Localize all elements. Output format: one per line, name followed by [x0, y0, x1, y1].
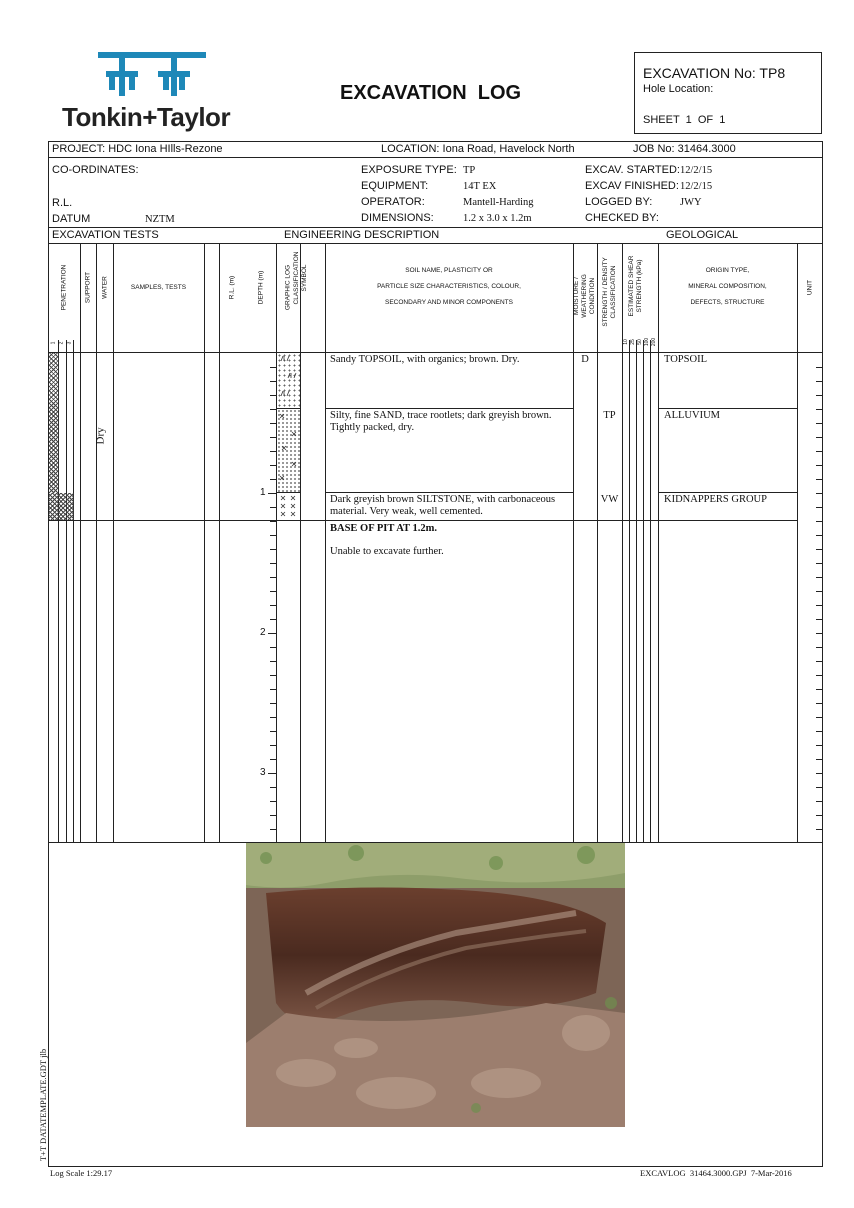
excav-finished-label: EXCAV FINISHED:: [585, 180, 679, 192]
unit-tick: [816, 801, 822, 802]
topsoil-grass-icon: [278, 354, 300, 406]
section-excavation-tests: EXCAVATION TESTS: [52, 229, 159, 241]
col-rl: R.L. (m): [228, 275, 236, 300]
depth-minor-tick: [270, 479, 276, 480]
unit-tick: [816, 647, 822, 648]
operator-value: Mantell-Harding: [463, 197, 534, 208]
depth-label-3: 3: [260, 767, 266, 778]
unit-tick: [816, 633, 822, 634]
unit-tick: [816, 605, 822, 606]
depth-major-tick: [268, 633, 276, 634]
dimensions-label: DIMENSIONS:: [361, 212, 434, 224]
depth-major-tick: [268, 493, 276, 494]
logged-by-value: JWY: [680, 197, 702, 208]
layer-3-geology: KIDNAPPERS GROUP: [664, 494, 767, 505]
water-value: Dry: [94, 427, 107, 445]
unit-tick: [816, 423, 822, 424]
col-origin-line3: DEFECTS, STRUCTURE: [690, 299, 765, 306]
unit-tick: [816, 465, 822, 466]
rl-label: R.L.: [52, 197, 73, 209]
siltstone-pattern-icon: [278, 493, 300, 520]
col-graphic-log: GRAPHIC LOG: [284, 264, 292, 311]
col-shear: ESTIMATED SHEAR STRENGTH (kPa): [628, 255, 643, 317]
depth-minor-tick: [270, 409, 276, 410]
depth-minor-tick: [270, 787, 276, 788]
depth-minor-tick: [270, 689, 276, 690]
depth-minor-tick: [270, 815, 276, 816]
unit-tick: [816, 731, 822, 732]
job-number: JOB No: 31464.3000: [633, 143, 736, 155]
depth-minor-tick: [270, 717, 276, 718]
depth-minor-tick: [270, 563, 276, 564]
unit-tick: [816, 829, 822, 830]
log-scale: Log Scale 1:29.17: [50, 1168, 113, 1178]
unit-tick: [816, 787, 822, 788]
depth-minor-tick: [270, 619, 276, 620]
test-pit-photo: [246, 843, 625, 1127]
layer-2-geology: ALLUVIUM: [664, 410, 720, 421]
base-note: Unable to excavate further.: [330, 546, 444, 557]
col-soil-line3: SECONDARY AND MINOR COMPONENTS: [385, 299, 513, 306]
col-strength: STRENGTH / DENSITY CLASSIFICATION: [602, 257, 617, 327]
layer-1-geology: TOPSOIL: [664, 354, 707, 365]
depth-minor-tick: [270, 675, 276, 676]
excav-started-value: 12/2/15: [680, 165, 713, 176]
col-origin-line2: MINERAL COMPOSITION,: [688, 283, 767, 290]
unit-tick: [816, 549, 822, 550]
depth-minor-tick: [270, 647, 276, 648]
unit-tick: [816, 521, 822, 522]
logo-wordmark: Tonkin+Taylor: [62, 102, 231, 132]
layer-3-strength: VW: [600, 494, 619, 505]
depth-minor-tick: [270, 661, 276, 662]
unit-tick: [816, 479, 822, 480]
unit-tick: [816, 563, 822, 564]
col-soil-line1: SOIL NAME, PLASTICITY OR: [405, 267, 493, 274]
depth-minor-tick: [270, 395, 276, 396]
unit-tick: [816, 577, 822, 578]
shear-scale: 10 25 50 100 200: [622, 337, 658, 347]
excavation-number: EXCAVATION No: TP8: [643, 65, 786, 81]
unit-tick: [816, 815, 822, 816]
unit-tick: [816, 717, 822, 718]
depth-minor-tick: [270, 381, 276, 382]
depth-minor-tick: [270, 605, 276, 606]
unit-tick: [816, 381, 822, 382]
col-depth: DEPTH (m): [257, 270, 265, 305]
penetration-bar-2: [49, 493, 74, 520]
penetration-scale: 1 2 3: [50, 341, 73, 345]
depth-minor-tick: [270, 801, 276, 802]
layer-1-description: Sandy TOPSOIL, with organics; brown. Dry.: [330, 354, 520, 365]
depth-minor-tick: [270, 535, 276, 536]
unit-tick: [816, 619, 822, 620]
operator-label: OPERATOR:: [361, 196, 425, 208]
equipment-value: 14T EX: [463, 181, 497, 192]
unit-tick: [816, 535, 822, 536]
unit-tick: [816, 675, 822, 676]
unit-tick: [816, 773, 822, 774]
side-template-label: T+T DATATEMPLATE.GDT jlb: [38, 1048, 48, 1162]
unit-tick: [816, 703, 822, 704]
col-origin-line1: ORIGIN TYPE,: [705, 267, 750, 274]
project-location: LOCATION: Iona Road, Havelock North: [381, 143, 575, 155]
depth-minor-tick: [270, 703, 276, 704]
exposure-type-value: TP: [463, 165, 476, 176]
col-samples-tests: SAMPLES, TESTS: [130, 284, 187, 291]
excav-started-label: EXCAV. STARTED:: [585, 164, 680, 176]
sheet-number: SHEET 1 OF 1: [643, 114, 726, 126]
section-engineering-description: ENGINEERING DESCRIPTION: [284, 229, 440, 241]
depth-minor-tick: [270, 829, 276, 830]
datum-label: DATUM: [52, 213, 91, 225]
unit-tick: [816, 451, 822, 452]
exposure-type-label: EXPOSURE TYPE:: [361, 164, 457, 176]
depth-minor-tick: [270, 451, 276, 452]
dimensions-value: 1.2 x 3.0 x 1.2m: [463, 213, 532, 224]
unit-tick: [816, 493, 822, 494]
col-classification-symbol: CLASSIFICATION SYMBOL: [293, 251, 308, 305]
depth-minor-tick: [270, 465, 276, 466]
unit-tick: [816, 367, 822, 368]
layer-2-description: Silty, fine SAND, trace rootlets; dark greyish brown. Tightly packed, dry.: [330, 410, 552, 433]
penetration-bar-1: [49, 353, 59, 493]
depth-minor-tick: [270, 507, 276, 508]
excav-finished-value: 12/2/15: [680, 181, 713, 192]
layer-3-description: Dark greyish brown SILTSTONE, with carbonaceous material. Very weak, well cemented.: [330, 494, 556, 517]
col-penetration: PENETRATION: [60, 264, 68, 311]
depth-minor-tick: [270, 549, 276, 550]
sand-silt-marks-icon: [278, 410, 300, 490]
depth-minor-tick: [270, 367, 276, 368]
unit-tick: [816, 591, 822, 592]
excavation-number-box: [634, 52, 822, 134]
unit-tick: [816, 759, 822, 760]
unit-tick: [816, 661, 822, 662]
depth-minor-tick: [270, 731, 276, 732]
section-geological: GEOLOGICAL: [666, 229, 739, 241]
layer-2-strength: TP: [603, 410, 616, 421]
col-moisture: MOISTURE / WEATHERING CONDITION: [573, 274, 596, 318]
equipment-label: EQUIPMENT:: [361, 180, 429, 192]
unit-tick: [816, 507, 822, 508]
depth-minor-tick: [270, 759, 276, 760]
page-title: EXCAVATION LOG: [340, 82, 522, 104]
unit-tick: [816, 689, 822, 690]
tonkin-taylor-logo: [62, 50, 240, 134]
coordinates-label: CO-ORDINATES:: [52, 164, 139, 176]
depth-label-1: 1: [260, 487, 266, 498]
unit-tick: [816, 395, 822, 396]
col-unit: UNIT: [806, 279, 814, 296]
unit-tick: [816, 437, 822, 438]
col-support: SUPPORT: [84, 271, 92, 304]
depth-label-2: 2: [260, 627, 266, 638]
col-soil-line2: PARTICLE SIZE CHARACTERISTICS, COLOUR,: [377, 283, 521, 290]
hole-location: Hole Location:: [643, 83, 714, 95]
unit-tick: [816, 745, 822, 746]
logo-mark-icon: [62, 50, 240, 102]
layer-1-moisture: D: [581, 354, 589, 365]
project-name: PROJECT: HDC Iona HIlls-Rezone: [52, 143, 223, 155]
depth-minor-tick: [270, 745, 276, 746]
depth-minor-tick: [270, 591, 276, 592]
checked-by-label: CHECKED BY:: [585, 212, 659, 224]
base-of-pit: BASE OF PIT AT 1.2m.: [330, 523, 437, 534]
depth-major-tick: [268, 773, 276, 774]
logged-by-label: LOGGED BY:: [585, 196, 653, 208]
depth-minor-tick: [270, 423, 276, 424]
depth-minor-tick: [270, 577, 276, 578]
unit-tick: [816, 409, 822, 410]
depth-minor-tick: [270, 521, 276, 522]
col-water: WATER: [101, 276, 109, 299]
file-reference: EXCAVLOG 31464.3000.GPJ 7-Mar-2016: [640, 1168, 792, 1178]
depth-minor-tick: [270, 437, 276, 438]
datum-value: NZTM: [145, 214, 175, 225]
